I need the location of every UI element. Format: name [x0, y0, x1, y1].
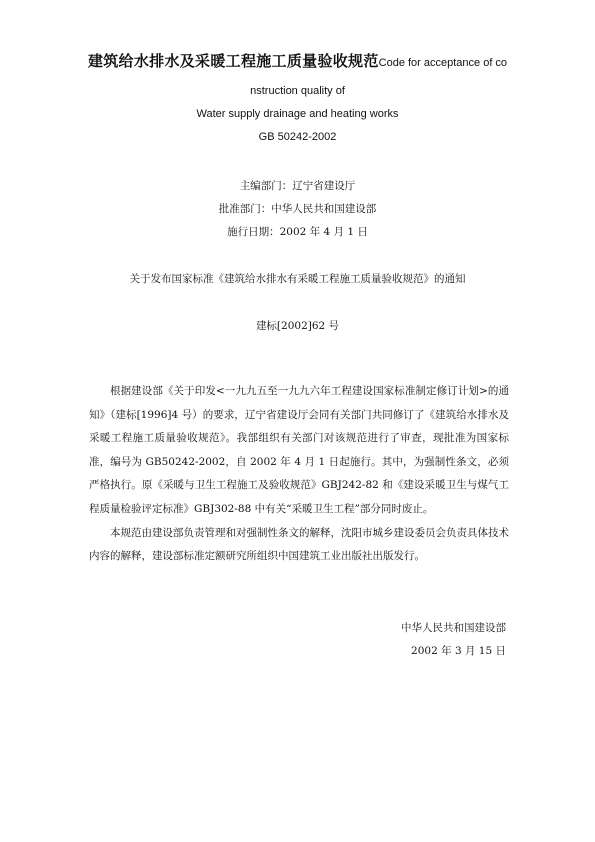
- approver-department: 批准部门：中华人民共和国建设部: [218, 203, 377, 215]
- editor-department: 主编部门：辽宁省建设厅: [239, 180, 356, 192]
- notice-body: [89, 380, 509, 569]
- standard-code: GB 50242-2002: [258, 131, 337, 143]
- title-chinese: 建筑给水排水及采暖工程施工质量验收规范: [87, 52, 379, 70]
- effective-date: 施行日期：2002 年 4 月 1 日: [227, 226, 368, 238]
- title-english-part1: Code for acceptance of co: [378, 57, 508, 69]
- body-paragraph-1: 根据建设部《关于印发<一九九五至一九九六年工程建设国家标准制定修订计划>的通知》（建标[1996]4 号）的要求，辽宁省建设厅会同有关部门共同修订了《建筑给水排水及采暖工程施工质量验收规范》。我部组织有关部门对该规范进行了审查，现批准为国家标准，编号为 GB50242-2002，自 2002 年 4 月 1 日起施行。其中，为强制性条文，必须严格执行。原《采暖与卫生工程施工及验收规范》GBJ242-82 和《建设采暖卫生与煤气工程质量检验评定标准》GBJ302-88 中有关“采暖卫生工程”部分同时废止。: [89, 385, 509, 515]
- issue-date: 2002 年 3 月 15 日: [411, 645, 506, 657]
- title-english-part2: nstruction quality of: [250, 85, 345, 97]
- issuer-signature: 中华人民共和国建设部: [401, 622, 506, 634]
- notice-doc-number: 建标[2002]62 号: [255, 320, 340, 332]
- body-paragraph-2: 本规范由建设部负责管理和对强制性条文的解释，沈阳市城乡建设委员会负责具体技术内容的解释，建设部标准定额研究所组织中国建筑工业出版社出版发行。: [89, 526, 509, 563]
- notice-title: 关于发布国家标准《建筑给水排水有采暖工程施工质量验收规范》的通知: [129, 273, 466, 285]
- title-english-part3: Water supply drainage and heating works: [196, 108, 399, 120]
- document-title: [0, 50, 595, 71]
